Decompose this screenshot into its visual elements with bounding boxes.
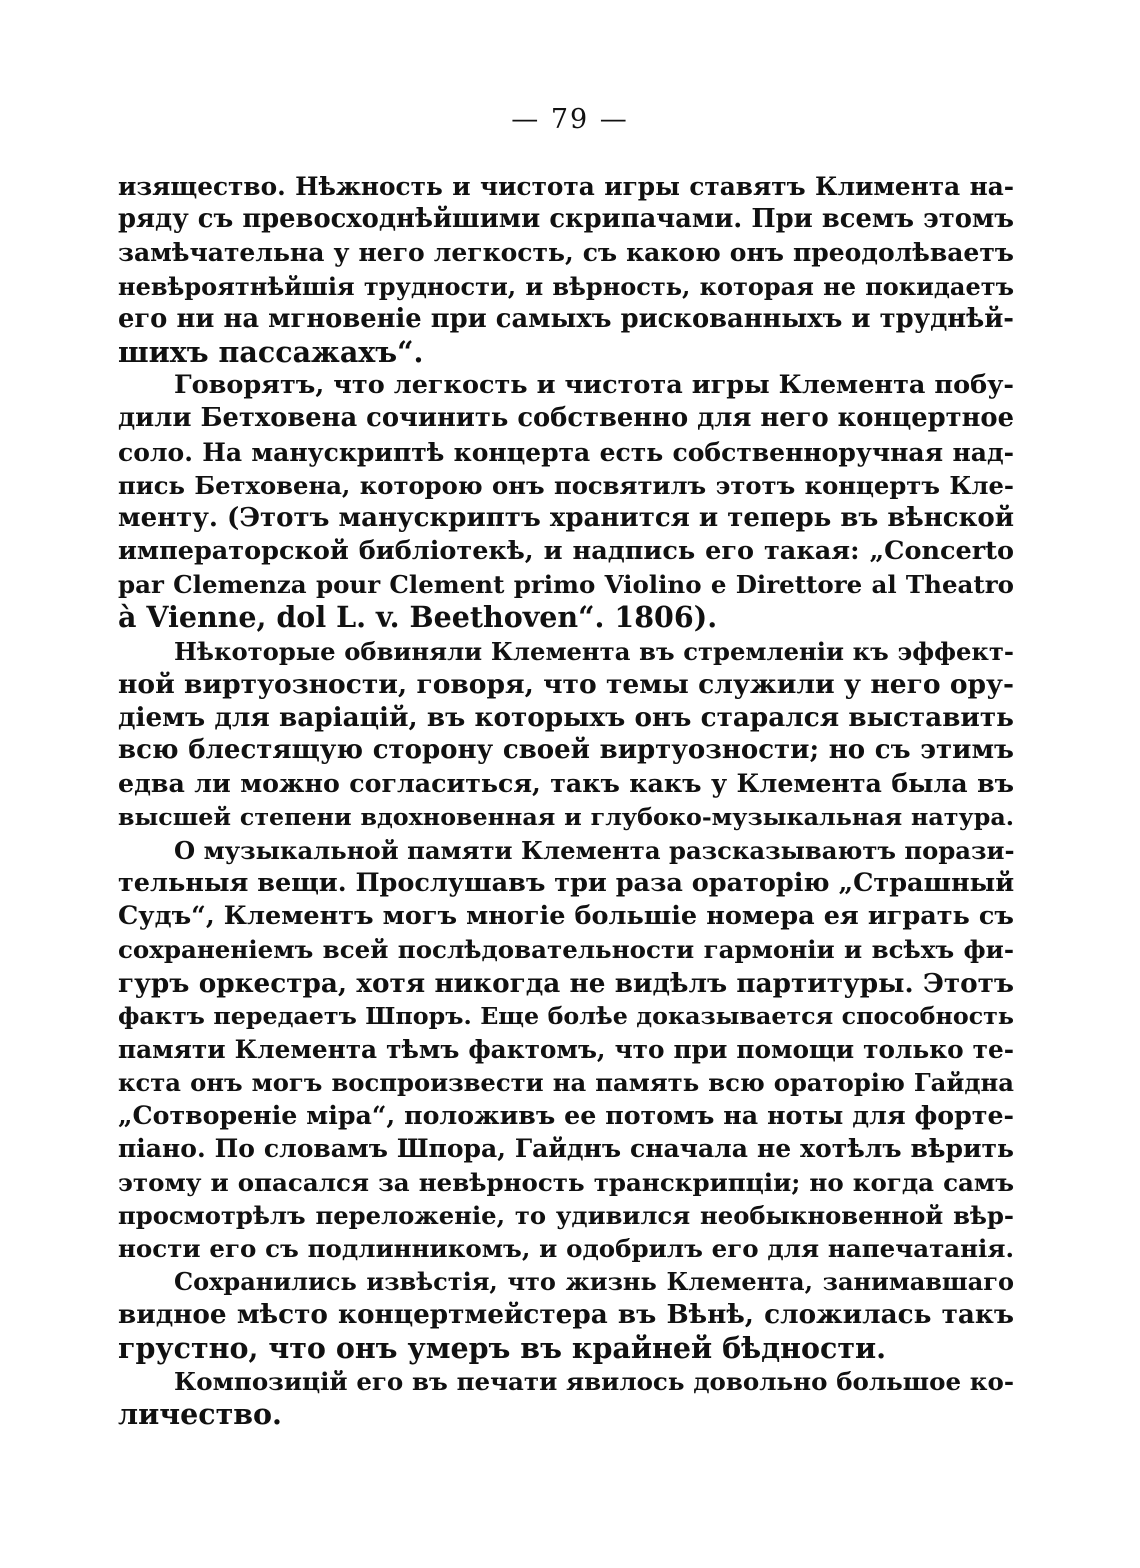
text-line: высшей степени вдохновенная и глубоко-музыкальная натура. [118,802,1014,831]
text-line: гуръ оркестра, хотя никогда не видѣлъ партитуры. Этотъ [118,967,1014,999]
text-line: пись Бетховена, которою онъ посвятилъ этотъ концертъ Кле- [118,470,1014,500]
text-line: „Сотвореніе міра“, положивъ ее потомъ на ноты для форте- [118,1100,1014,1131]
text-line: О музыкальной памяти Клемента разсказываютъ порази- [174,835,1015,865]
text-line: менту. (Этотъ манускриптъ хранится и теперь въ вѣнской [118,502,1015,533]
text-line: его ни на мгновеніе при самыхъ рискованныхъ и труднѣй- [118,303,1014,334]
page-number: — 79 — [511,104,629,135]
text-line: шихъ пассажахъ“. [118,334,424,369]
text-line: просмотрѣлъ переложеніе, то удивился необыкновенной вѣр- [118,1200,1014,1230]
text-line: фактъ передаетъ Шпоръ. Еще болѣе доказывается способность [118,1001,1014,1030]
text-line: à Vienne, dol L. v. Beethoven“. 1806). [118,600,718,635]
text-line: Композицій его въ печати явилось довольно большое ко- [174,1366,1014,1396]
text-line: императорской библіотекѣ, и надпись его такая: „Concerto [118,536,1014,567]
text-line: Нѣкоторые обвиняли Клемента въ стремленіи къ эффект- [174,636,1014,666]
text-line: невѣроятнѣйшія трудности, и вѣрность, которая не покидаетъ [118,271,1014,301]
text-line: Судъ“, Клементъ могъ многіе большіе номера ея играть съ [118,901,1014,932]
text-line: ряду съ превосходнѣйшими скрипачами. При всемъ этомъ [118,204,1014,235]
text-line: сохраненіемъ всей послѣдовательности гармоніи и всѣхъ фи- [118,935,1014,965]
text-line: ной виртуозности, говоря, что темы служили у него ору- [118,668,1014,700]
text-line: личество. [118,1396,282,1431]
text-line: этому и опасался за невѣрность транскрипціи; но когда самъ [118,1167,1014,1197]
text-line: par Clemenza pour Clement primo Violino e Direttore al Theatro [118,570,1014,600]
body-text [118,170,1014,1431]
text-line: грустно, что онъ умеръ въ крайней бѣдности. [118,1330,887,1365]
text-line: всю блестящую сторону своей виртуозности; но съ этимъ [118,735,1014,766]
text-line: изящество. Нѣжность и чистота игры ставятъ Климента на- [118,172,1014,201]
text-line: видное мѣсто концертмейстера въ Вѣнѣ, сложилась такъ [118,1299,1014,1331]
text-line: дили Бетховена сочинить собственно для него концертное [118,403,1014,434]
text-line: едва ли можно согласиться, такъ какъ у Клемента была въ [118,768,1014,799]
text-line: діемъ для варіацій, въ которыхъ онъ старался выставить [118,702,1014,733]
text-line: ности его съ подлинникомъ, и одобрилъ его для напечатанія. [118,1234,1014,1263]
text-line: памяти Клемента тѣмъ фактомъ, что при помощи только те- [118,1034,1014,1064]
text-line: Сохранились извѣстія, что жизнь Клемента, занимавшаго [174,1267,1014,1297]
text-line: піано. По словамъ Шпора, Гайднъ сначала не хотѣлъ вѣрить [118,1134,1014,1164]
text-line: кста онъ могъ воспроизвести на память всю ораторію Гайдна [118,1068,1014,1098]
text-line: Говорятъ, что легкость и чистота игры Клемента побу- [174,370,1014,401]
text-line: тельныя вещи. Прослушавъ три раза ораторію „Страшный [118,867,1015,898]
text-line: замѣчательна у него легкость, съ какою онъ преодолѣваетъ [118,238,1014,268]
text-line: соло. На манускриптѣ концерта есть собственноручная над- [118,437,1014,467]
